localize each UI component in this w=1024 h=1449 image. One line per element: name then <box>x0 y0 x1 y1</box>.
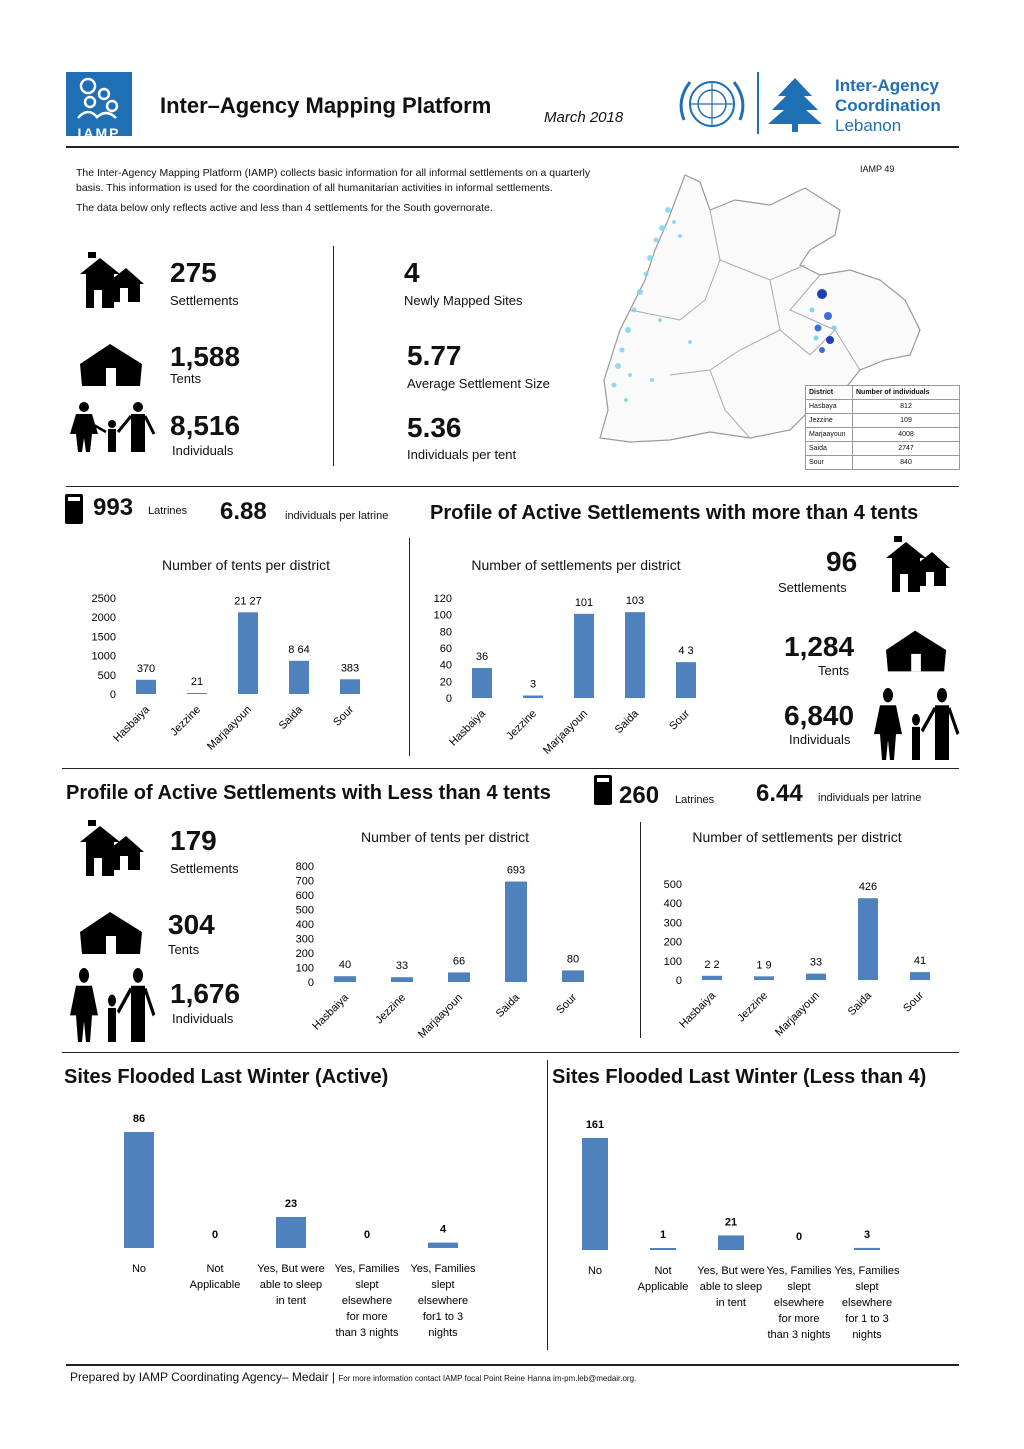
flood-active-chart <box>90 1104 500 1354</box>
bar <box>718 1235 744 1250</box>
category-label-line: elsewhere <box>841 1297 893 1309</box>
y-tick-label: 100 <box>433 609 452 622</box>
category-label-line: for more <box>346 1311 388 1323</box>
y-tick-label: 300 <box>295 933 314 946</box>
tent-icon <box>886 630 948 677</box>
y-tick-label: 700 <box>295 875 314 888</box>
category-label <box>190 1263 241 1291</box>
y-tick-label: 1500 <box>91 631 116 644</box>
category-label: Saida <box>845 989 875 1019</box>
data-label: 1 <box>659 1229 667 1241</box>
category-label-line: able to sleep <box>699 1281 763 1293</box>
bar <box>472 668 492 698</box>
less-latrines-value: 260 <box>619 782 660 809</box>
category-label <box>697 1265 764 1309</box>
active-individuals-value: 6,840 <box>784 700 855 731</box>
bar <box>124 1132 154 1248</box>
table-cell: Hasbaya <box>806 400 853 414</box>
y-tick-label: 200 <box>663 936 682 949</box>
category-label-line: slept <box>355 1279 379 1291</box>
chart-divider <box>640 822 641 1038</box>
category-label-line: elsewhere <box>417 1295 469 1307</box>
logo-divider <box>757 72 759 134</box>
tent-icon <box>80 344 144 391</box>
intro-paragraph: The Inter-Agency Mapping Platform (IAMP) collects basic information for all informal settlements on a quarterly basis. This information is used for the coordination of all humanitarian activities in informal settlements. <box>76 167 591 194</box>
y-tick-label: 40 <box>439 659 452 672</box>
data-label: 4 3 <box>678 645 694 658</box>
y-tick-label: 500 <box>97 669 116 682</box>
category-label <box>132 1263 146 1275</box>
data-label: 41 <box>913 955 927 968</box>
y-tick-label: 500 <box>663 879 682 891</box>
table-cell: 812 <box>853 400 960 414</box>
active-settlements-chart <box>420 580 730 765</box>
category-label: Hasbaiya <box>310 991 352 1033</box>
bar <box>187 693 207 694</box>
data-label: 21 <box>724 1216 738 1229</box>
bar <box>806 974 826 980</box>
table-row <box>806 400 960 414</box>
table-cell: Sour <box>806 456 853 470</box>
y-tick-label: 400 <box>663 898 682 911</box>
partner-name <box>835 76 941 136</box>
chart-title: Number of settlements per district <box>471 557 681 573</box>
bar <box>650 1248 676 1250</box>
category-label: Sour <box>901 989 927 1015</box>
less-individuals-label: Individuals <box>172 1011 234 1026</box>
active-tents-label: Tents <box>818 663 850 678</box>
y-tick-label: 200 <box>295 948 314 960</box>
flood-less-title: Sites Flooded Last Winter (Less than 4) <box>552 1066 927 1088</box>
y-tick-label: 600 <box>295 890 314 902</box>
bar <box>289 661 309 694</box>
logo-text: IAMP <box>77 125 121 141</box>
y-tick-label: 100 <box>295 962 314 975</box>
category-label: Marjaayoun <box>772 989 823 1039</box>
y-tick-label: 2000 <box>91 612 116 625</box>
category-label: Jezzine <box>504 707 540 743</box>
y-tick-label: 400 <box>295 919 314 931</box>
bar <box>702 976 722 980</box>
category-label <box>638 1265 689 1293</box>
new-sites-value: 4 <box>404 257 420 288</box>
less-tents-label: Tents <box>168 942 200 957</box>
stats-divider <box>333 246 334 466</box>
category-label-line: Applicable <box>189 1279 241 1291</box>
report-date: March 2018 <box>544 109 624 126</box>
un-emblem-icon <box>674 72 750 141</box>
category-label <box>588 1265 602 1277</box>
data-label: 2 2 <box>704 958 720 971</box>
y-tick-label: 20 <box>439 676 452 689</box>
y-tick-label: 100 <box>663 955 682 968</box>
active-tents-value: 1,284 <box>784 631 855 662</box>
intro-text <box>76 166 616 221</box>
individuals-per-tent-label: Individuals per tent <box>407 447 517 462</box>
total-individuals-label: Individuals <box>172 443 234 458</box>
category-label-line: Yes, Families <box>766 1265 832 1277</box>
chart-title: Number of tents per district <box>360 829 530 845</box>
data-label: 3 <box>863 1228 871 1241</box>
flood-less-chart <box>560 1110 950 1350</box>
table-cell: Jezzine <box>806 414 853 428</box>
settlement-icon <box>886 536 950 599</box>
table-cell: 840 <box>853 456 960 470</box>
data-label: 36 <box>475 651 489 663</box>
section-rule <box>62 1052 959 1053</box>
active-latrines-value: 993 <box>93 494 134 521</box>
footer-rule <box>66 1364 959 1366</box>
less-per-latrine-value: 6.44 <box>756 780 803 807</box>
data-label: 80 <box>566 953 580 966</box>
flood-active-title: Sites Flooded Last Winter (Active) <box>64 1066 389 1088</box>
data-label: 0 <box>363 1229 371 1241</box>
footer <box>70 1370 636 1384</box>
category-label-line: for 1 to 3 <box>845 1313 889 1325</box>
latrine-icon <box>64 493 84 530</box>
less-settlements-value: 179 <box>170 825 217 856</box>
category-label-line: Yes, Families <box>834 1265 900 1277</box>
category-label-line: than 3 nights <box>767 1329 831 1341</box>
bar <box>562 970 584 982</box>
data-label: 426 <box>858 881 878 894</box>
data-label: 66 <box>452 955 466 968</box>
page-title: Inter–Agency Mapping Platform <box>160 93 492 118</box>
table-cell: 4008 <box>853 428 960 442</box>
category-label-line: elsewhere <box>773 1297 825 1309</box>
family-icon <box>70 402 156 457</box>
table-row <box>806 428 960 442</box>
y-tick-label: 1000 <box>91 650 116 663</box>
less-section-title: Profile of Active Settlements with Less than 4 tents <box>66 782 551 804</box>
data-label: 40 <box>338 959 352 972</box>
y-tick-label: 800 <box>295 861 314 873</box>
data-label: 0 <box>795 1231 803 1243</box>
table-row <box>806 456 960 470</box>
active-tents-chart <box>80 580 400 760</box>
category-label: Jezzine <box>168 703 204 739</box>
bar <box>858 898 878 980</box>
individuals-per-tent-value: 5.36 <box>407 412 462 443</box>
category-label: Jezzine <box>373 991 409 1027</box>
category-label-line: nights <box>852 1329 882 1341</box>
less-individuals-value: 1,676 <box>170 978 241 1009</box>
category-label-line: slept <box>787 1281 811 1293</box>
section-rule <box>62 768 959 769</box>
data-label: 3 <box>529 678 537 691</box>
section-rule <box>66 486 959 487</box>
chart-title: Number of settlements per district <box>692 829 902 845</box>
map-code: IAMP 49 <box>860 164 895 174</box>
category-label-line: nights <box>428 1327 458 1339</box>
category-label: Sour <box>554 991 580 1017</box>
category-label-line: No <box>131 1263 147 1275</box>
category-label-line: slept <box>855 1281 879 1293</box>
partner-line-2: Coordination <box>835 96 941 115</box>
bar <box>523 696 543 699</box>
less-tents-value: 304 <box>168 909 215 940</box>
category-label-line: No <box>587 1265 603 1277</box>
y-tick-label: 500 <box>295 904 314 917</box>
category-label: Sour <box>331 703 357 729</box>
data-label: 0 <box>211 1229 219 1241</box>
bar <box>391 977 413 982</box>
table-cell: 2747 <box>853 442 960 456</box>
iamp-logo <box>66 72 132 141</box>
category-label-line: Applicable <box>637 1281 689 1293</box>
y-tick-label: 120 <box>433 593 452 605</box>
total-settlements-value: 275 <box>170 257 217 288</box>
intro-scope-note: The data below only reflects active and less than 4 settlements for the South governorate. <box>76 202 493 214</box>
category-label-line: in tent <box>276 1295 306 1307</box>
active-per-latrine-value: 6.88 <box>220 498 267 525</box>
active-per-latrine-label: individuals per latrine <box>285 510 389 522</box>
data-label: 693 <box>506 864 526 877</box>
category-label <box>410 1263 476 1339</box>
y-tick-label: 0 <box>445 693 452 705</box>
data-label: 370 <box>136 662 156 675</box>
data-label: 8 64 <box>288 643 310 656</box>
category-label <box>334 1263 400 1339</box>
category-label: Marjaayoun <box>415 991 466 1041</box>
category-label-line: for1 to 3 <box>422 1311 464 1323</box>
table-header: Number of individuals <box>853 386 960 400</box>
category-label-line: able to sleep <box>259 1279 323 1291</box>
less-settlements-label: Settlements <box>170 861 239 876</box>
table-cell: Saida <box>806 442 853 456</box>
category-label: Marjaayoun <box>540 707 591 757</box>
category-label-line: Not <box>654 1265 672 1277</box>
partner-line-3: Lebanon <box>835 116 902 135</box>
bar <box>136 680 156 694</box>
district-table <box>805 385 960 470</box>
bar <box>238 612 258 694</box>
avg-settlement-size-label: Average Settlement Size <box>407 376 550 391</box>
category-label-line: Yes, Families <box>410 1263 476 1275</box>
bar <box>276 1217 306 1248</box>
category-label: Hasbaiya <box>677 989 719 1031</box>
data-label: 101 <box>574 596 594 609</box>
partner-line-1: Inter-Agency <box>835 76 939 95</box>
total-settlements-label: Settlements <box>170 293 239 308</box>
data-label: 21 <box>190 676 204 688</box>
flood-divider <box>547 1060 548 1350</box>
category-label: Hasbaiya <box>111 703 153 745</box>
new-sites-label: Newly Mapped Sites <box>404 293 523 308</box>
data-label: 21 27 <box>234 595 262 608</box>
y-tick-label: 0 <box>675 975 682 987</box>
family-icon <box>70 968 156 1047</box>
category-label-line: Yes, But were <box>697 1265 765 1277</box>
category-label <box>766 1265 832 1341</box>
category-label: Marjaayoun <box>204 703 255 753</box>
avg-settlement-size-value: 5.77 <box>407 340 462 371</box>
data-label: 33 <box>395 960 409 973</box>
data-label: 383 <box>340 662 360 675</box>
category-label: Sour <box>667 707 693 733</box>
data-label: 86 <box>132 1113 146 1125</box>
y-tick-label: 300 <box>663 917 682 930</box>
table-row <box>806 414 960 428</box>
total-tents-label: Tents <box>170 371 202 386</box>
bar <box>448 972 470 982</box>
total-individuals-value: 8,516 <box>170 410 241 441</box>
y-tick-label: 0 <box>109 689 116 701</box>
category-label <box>834 1265 900 1341</box>
bar <box>428 1243 458 1248</box>
active-section-title: Profile of Active Settlements with more than 4 tents <box>430 502 919 524</box>
data-label: 4 <box>439 1223 447 1236</box>
chart-title: Number of tents per district <box>161 557 331 573</box>
tent-icon <box>80 912 144 959</box>
category-label: Saida <box>276 703 306 733</box>
y-tick-label: 80 <box>439 626 452 639</box>
bar <box>754 976 774 980</box>
settlement-icon <box>80 252 144 315</box>
active-settlements-value: 96 <box>826 546 858 577</box>
latrine-icon <box>593 774 613 811</box>
people-group-icon <box>66 72 132 120</box>
data-label: 103 <box>625 595 645 608</box>
category-label: Saida <box>493 991 523 1021</box>
category-label-line: Yes, But were <box>257 1263 325 1275</box>
chart-divider <box>409 538 410 756</box>
active-individuals-label: Individuals <box>789 732 851 747</box>
category-label-line: elsewhere <box>341 1295 393 1307</box>
category-label-line: for more <box>778 1313 820 1325</box>
active-latrines-label: Latrines <box>148 505 188 517</box>
category-label: Hasbaiya <box>447 707 489 749</box>
category-label: Jezzine <box>735 989 771 1025</box>
bar <box>582 1138 608 1250</box>
settlement-icon <box>80 820 144 883</box>
active-settlements-label: Settlements <box>778 580 847 595</box>
less-tents-chart <box>280 852 610 1042</box>
y-tick-label: 60 <box>439 643 452 655</box>
cedar-tree-icon <box>764 74 826 139</box>
bar <box>574 614 594 698</box>
category-label: Saida <box>612 707 642 737</box>
data-label: 1 9 <box>756 959 772 972</box>
family-icon <box>874 688 960 765</box>
y-tick-label: 2500 <box>91 593 116 605</box>
less-per-latrine-label: individuals per latrine <box>818 792 922 804</box>
bar <box>910 972 930 980</box>
less-latrines-label: Latrines <box>675 794 715 806</box>
category-label <box>257 1263 324 1307</box>
table-row <box>806 442 960 456</box>
category-label-line: in tent <box>716 1297 746 1309</box>
data-label: 33 <box>809 956 823 969</box>
data-label: 161 <box>585 1119 605 1131</box>
footer-prepared: Prepared by IAMP Coordinating Agency– Medair | <box>70 1370 336 1384</box>
category-label-line: than 3 nights <box>335 1327 399 1339</box>
bar <box>334 976 356 982</box>
less-settlements-chart <box>650 852 950 1042</box>
table-cell: Marjaayoun <box>806 428 853 442</box>
footer-contact: For more information contact IAMP focal Point Reine Hanna im-pm.leb@medair.org. <box>338 1374 637 1383</box>
header-rule <box>66 146 959 148</box>
bar <box>505 882 527 982</box>
category-label-line: Yes, Families <box>334 1263 400 1275</box>
bar <box>676 662 696 698</box>
table-header: District <box>806 386 853 400</box>
bar <box>625 612 645 698</box>
category-label-line: slept <box>431 1279 455 1291</box>
bar <box>340 679 360 694</box>
bar <box>854 1248 880 1250</box>
total-tents-value: 1,588 <box>170 341 241 372</box>
category-label-line: Not <box>206 1263 224 1275</box>
y-tick-label: 0 <box>307 977 314 989</box>
table-cell: 109 <box>853 414 960 428</box>
data-label: 23 <box>284 1197 298 1210</box>
